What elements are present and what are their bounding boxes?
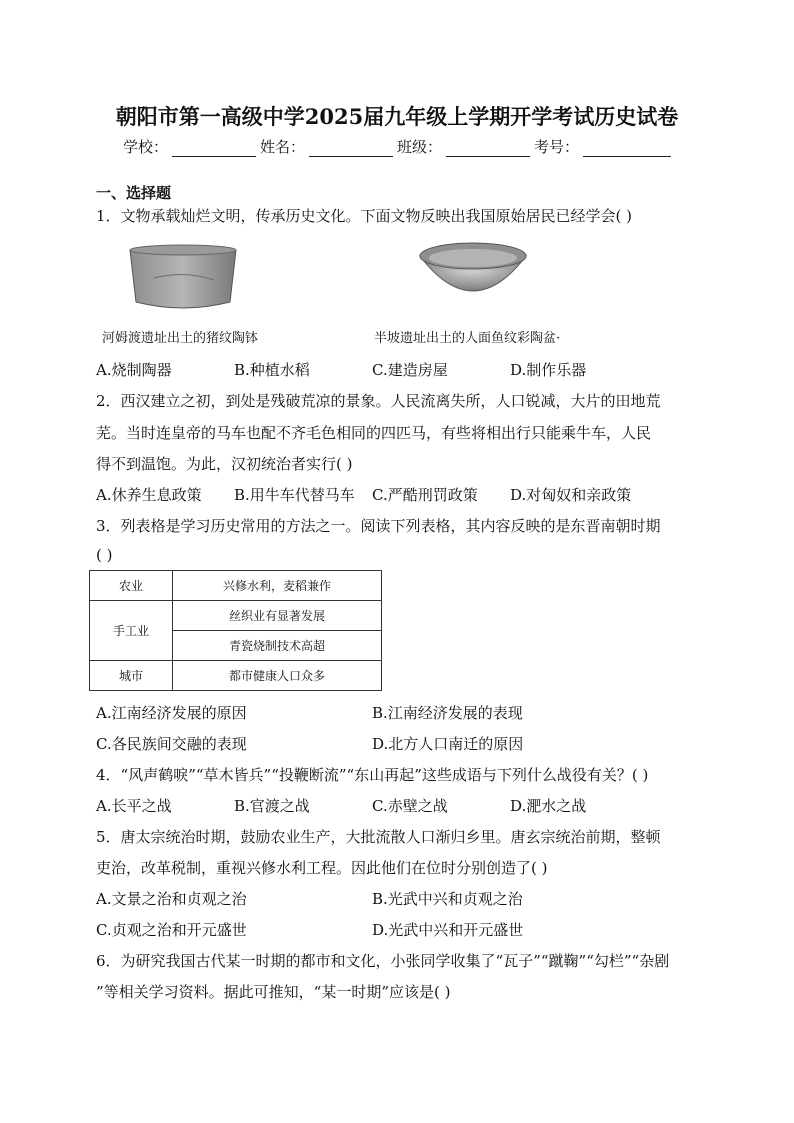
pottery-basin-image-right bbox=[416, 240, 530, 312]
q3-option-d[interactable]: D.北方人口南迁的原因 bbox=[372, 735, 524, 753]
name-blank[interactable] bbox=[309, 140, 393, 157]
class-label: 班级： bbox=[397, 138, 443, 156]
q2-line-1: 2．西汉建立之初，到处是残破荒凉的景象。人民流离失所，人口锐减，大片的田地荒 bbox=[96, 392, 661, 410]
school-label: 学校： bbox=[123, 138, 169, 156]
table-cell: 青瓷烧制技术高超 bbox=[173, 631, 382, 661]
q3-option-a[interactable]: A.江南经济发展的原因 bbox=[96, 704, 247, 722]
exam-number-label: 考号： bbox=[534, 138, 580, 156]
q2-option-a[interactable]: A.休养生息政策 bbox=[96, 486, 202, 504]
table-cell-city: 城市 bbox=[90, 661, 173, 691]
q3-option-b[interactable]: B.江南经济发展的表现 bbox=[372, 704, 523, 722]
table-cell-agriculture: 农业 bbox=[90, 571, 173, 601]
q4-option-d[interactable]: D.淝水之战 bbox=[510, 797, 587, 815]
q4-option-b[interactable]: B.官渡之战 bbox=[234, 797, 310, 815]
q1-option-c[interactable]: C.建造房屋 bbox=[372, 361, 448, 379]
q2-option-d[interactable]: D.对匈奴和亲政策 bbox=[510, 486, 632, 504]
q2-line-2: 芜。当时连皇帝的马车也配不齐毛色相同的四匹马，有些将相出行只能乘牛车，人民 bbox=[96, 424, 652, 442]
q3-line-2: ( ) bbox=[96, 546, 113, 564]
q6-line-2: ”等相关学习资料。据此可推知，“某一时期”应该是( ) bbox=[96, 983, 451, 1001]
q1-option-b[interactable]: B.种植水稻 bbox=[234, 361, 310, 379]
q4-option-a[interactable]: A.长平之战 bbox=[96, 797, 172, 815]
q4-option-c[interactable]: C.赤壁之战 bbox=[372, 797, 448, 815]
table-cell: 兴修水利，麦稻兼作 bbox=[173, 571, 382, 601]
table-cell: 丝织业有显著发展 bbox=[173, 601, 382, 631]
table-row bbox=[90, 661, 382, 691]
q1-caption-left: 河姆渡遗址出土的猪纹陶钵 bbox=[102, 331, 259, 346]
pottery-bowl-image-left bbox=[124, 240, 242, 316]
q2-option-c[interactable]: C.严酷刑罚政策 bbox=[372, 486, 478, 504]
q1-option-a[interactable]: A.烧制陶器 bbox=[96, 361, 172, 379]
table-row bbox=[90, 571, 382, 601]
q2-option-b[interactable]: B.用牛车代替马车 bbox=[234, 486, 355, 504]
school-blank[interactable] bbox=[172, 140, 256, 157]
q1-caption-right: 半坡遗址出土的人面鱼纹彩陶盆· bbox=[374, 331, 561, 346]
q5-line-1: 5．唐太宗统治时期，鼓励农业生产，大批流散人口渐归乡里。唐玄宗统治前期，整顿 bbox=[96, 828, 661, 846]
q1-stem: 1．文物承载灿烂文明，传承历史文化。下面文物反映出我国原始居民已经学会( ) bbox=[96, 207, 633, 225]
table-row bbox=[90, 601, 382, 631]
q3-option-c[interactable]: C.各民族间交融的表现 bbox=[96, 735, 247, 753]
q4-stem: 4．“风声鹤唳”“草木皆兵”“投鞭断流”“东山再起”这些成语与下列什么战役有关？( ) bbox=[96, 766, 649, 784]
q5-option-a[interactable]: A.文景之治和贞观之治 bbox=[96, 890, 247, 908]
q5-option-c[interactable]: C.贞观之治和开元盛世 bbox=[96, 921, 247, 939]
student-info-row bbox=[123, 136, 675, 157]
q5-line-2: 吏治，改革税制，重视兴修水利工程。因此他们在位时分别创造了( ) bbox=[96, 859, 548, 877]
section-heading: 一、选择题 bbox=[96, 184, 172, 202]
q1-option-d[interactable]: D.制作乐器 bbox=[510, 361, 587, 379]
exam-number-blank[interactable] bbox=[583, 140, 671, 157]
q2-line-3: 得不到温饱。为此，汉初统治者实行( ) bbox=[96, 455, 353, 473]
page-title: 朝阳市第一高级中学2025届九年级上学期开学考试历史试卷 bbox=[115, 104, 679, 129]
q6-line-1: 6．为研究我国古代某一时期的都市和文化，小张同学收集了“瓦子”“蹴鞠”“勾栏”“杂剧 bbox=[96, 952, 670, 970]
table-cell: 都市健康人口众多 bbox=[173, 661, 382, 691]
q3-table bbox=[89, 570, 382, 691]
q5-option-d[interactable]: D.光武中兴和开元盛世 bbox=[372, 921, 524, 939]
q5-option-b[interactable]: B.光武中兴和贞观之治 bbox=[372, 890, 523, 908]
class-blank[interactable] bbox=[446, 140, 530, 157]
table-cell-handicraft: 手工业 bbox=[90, 601, 173, 661]
q3-line-1: 3．列表格是学习历史常用的方法之一。阅读下列表格，其内容反映的是东晋南朝时期 bbox=[96, 517, 661, 535]
name-label: 姓名： bbox=[260, 138, 306, 156]
